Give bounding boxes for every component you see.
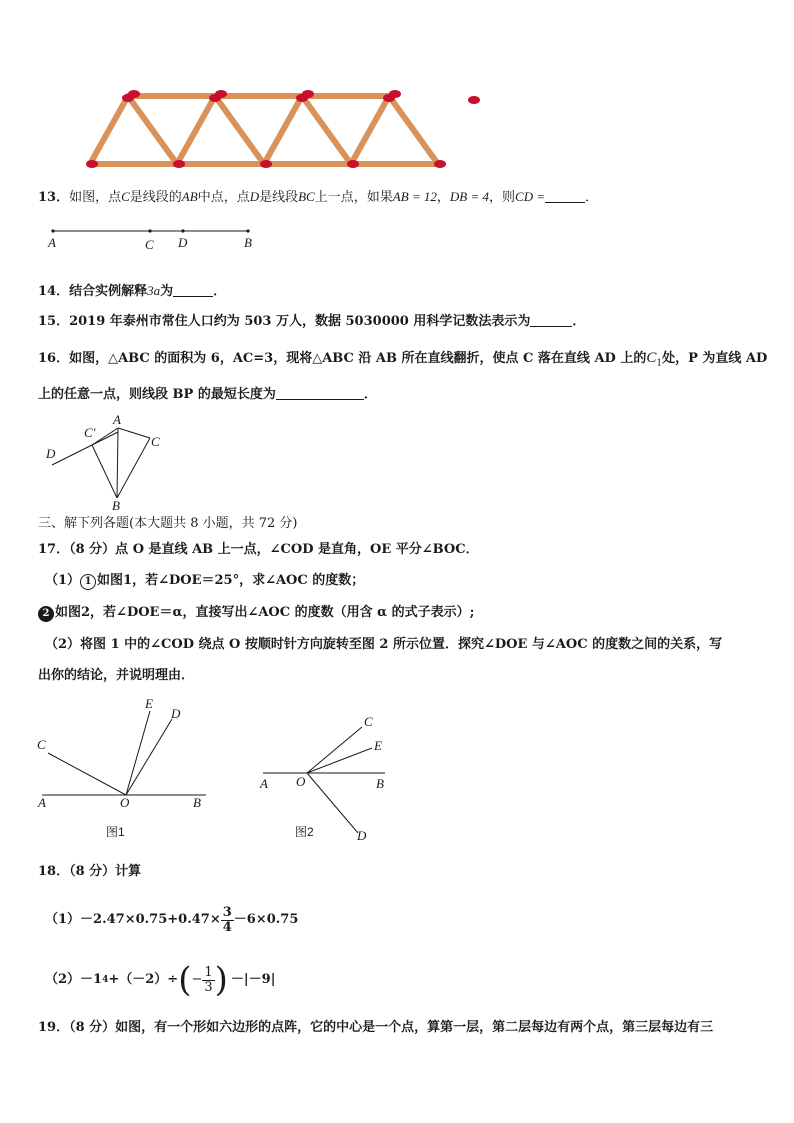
frac-numerator: 3 xyxy=(222,904,232,920)
ray-oc xyxy=(307,727,362,773)
figure-1-caption: 图1 xyxy=(106,825,125,839)
q18-e2-a: －1 xyxy=(80,972,103,987)
ray-oe xyxy=(126,711,150,795)
label-d: D xyxy=(46,446,56,461)
question-13 xyxy=(38,189,598,206)
matchstick-left xyxy=(264,96,302,164)
q18-e1-tail: －6×0.75 xyxy=(233,912,299,927)
label-c-prime: C′ xyxy=(84,425,96,440)
frac-denominator: 3 xyxy=(204,979,213,995)
match-head xyxy=(389,90,401,98)
label-b: B xyxy=(112,498,120,512)
label-a: A xyxy=(113,412,121,427)
point-c xyxy=(148,229,151,232)
q13-tail: ． xyxy=(585,190,599,205)
q17-part2-line2: 出你的结论，并说明理由． xyxy=(38,668,195,683)
match-head xyxy=(347,160,359,168)
fraction-three-quarters xyxy=(221,906,234,935)
matchstick-right xyxy=(389,96,438,164)
q13-text-f: ， xyxy=(436,190,450,205)
segment-c1-b xyxy=(92,445,117,498)
q13-text-e: 上一点，如果 xyxy=(314,190,393,205)
q13-number: 13． xyxy=(38,190,70,205)
label-c: C xyxy=(151,434,160,449)
question-16 xyxy=(38,350,767,372)
q15-text: 2019 年泰州市常住人口约为 503 万人，数据 5030000 用科学记数法表示为 xyxy=(69,314,531,329)
q13-var-bc: BC xyxy=(298,189,315,204)
q19-text: 19．（8 分）如图，有一个形如六边形的点阵，它的中心是一个点，算第一层，第二层每边有两个点，第三层每边有三 xyxy=(38,1020,714,1035)
q16-number: 16． xyxy=(38,351,70,366)
match-head xyxy=(215,90,227,98)
q13-text-c: 中点，点 xyxy=(197,190,250,205)
q17-p2-text: 如图2，若∠DOE＝α，直接写出∠AOC 的度数（用含 α 的式子表示）; xyxy=(55,605,475,620)
left-paren: ( xyxy=(178,960,192,1000)
label-a: A xyxy=(48,235,56,250)
q17-part2-line1: （2）将图 1 中的∠COD 绕点 O 按顺时针方向旋转至图 2 所示位置．探究∠DOE 与∠AOC 的度数之间的关系，写 xyxy=(45,637,723,652)
q15-tail: ． xyxy=(572,314,586,329)
q18-expression-2 xyxy=(45,958,275,1002)
circled-two-icon: 2 xyxy=(38,606,54,622)
label-b: B xyxy=(244,235,252,250)
question-16-line2 xyxy=(38,387,377,403)
q13-text-a: 如图，点 xyxy=(69,190,122,205)
q18-e1: －2.47×0.75+0.47× xyxy=(80,912,221,927)
q17-part1 xyxy=(45,573,364,590)
ray-oe xyxy=(307,748,372,773)
section-3-title: 三、解下列各题(本大题共 8 小题，共 72 分) xyxy=(38,516,298,531)
q13-var-c: C xyxy=(121,189,130,204)
label-c: C xyxy=(37,737,46,752)
matchstick-figure xyxy=(80,84,490,172)
frac-denominator: 4 xyxy=(222,919,232,935)
circled-one-icon: 1 xyxy=(80,574,96,590)
q14-text2: 为 xyxy=(160,284,174,299)
q17-part1-2 xyxy=(38,605,474,622)
matchstick-left xyxy=(177,96,215,164)
q14-number: 14． xyxy=(38,284,70,299)
q14-text: 结合实例解释 xyxy=(69,284,148,299)
match-head xyxy=(173,160,185,168)
q16-tail: ． xyxy=(363,387,377,402)
label-o: O xyxy=(296,774,306,789)
q16-triangle-figure xyxy=(40,410,180,512)
q18-header: 18．（8 分）计算 xyxy=(38,864,142,879)
matchstick-right xyxy=(128,96,177,164)
q13-var-d: D xyxy=(249,189,260,204)
label-c: C xyxy=(364,714,373,729)
q18-e2-prefix: （2） xyxy=(45,972,81,987)
q13-eq3: CD = xyxy=(515,189,546,204)
label-e: E xyxy=(145,696,153,711)
segment-ac xyxy=(118,428,150,438)
label-d: D xyxy=(171,706,181,721)
q13-segment-figure xyxy=(40,222,270,254)
segment-ab xyxy=(117,428,118,498)
q17-figure-1 xyxy=(34,693,224,843)
q13-answer-blank[interactable] xyxy=(545,190,585,203)
q18-expression-1 xyxy=(45,900,298,940)
q13-eq1: AB = 12 xyxy=(392,189,437,204)
q16-c1: C xyxy=(646,350,657,366)
point-a xyxy=(51,229,54,232)
q13-var-ab: AB xyxy=(181,189,198,204)
q17-p1-prefix: （1） xyxy=(45,573,81,588)
match-head xyxy=(302,90,314,98)
label-b: B xyxy=(376,776,384,791)
point-d xyxy=(181,229,184,232)
label-d: D xyxy=(178,235,188,250)
q17-figure-2 xyxy=(255,708,405,848)
q14-answer-blank[interactable] xyxy=(173,284,213,297)
frac-numerator: 1 xyxy=(204,964,213,980)
label-d: D xyxy=(357,828,367,843)
match-head xyxy=(128,90,140,98)
right-paren: ) xyxy=(214,960,228,1000)
label-a: A xyxy=(38,795,46,810)
q18-e2-exp: 4 xyxy=(102,975,109,985)
segment-c1-a xyxy=(92,428,118,445)
q15-answer-blank[interactable] xyxy=(530,314,572,327)
matchstick-triangles xyxy=(86,90,480,168)
figure-2-caption: 图2 xyxy=(295,825,314,839)
label-a: A xyxy=(260,776,268,791)
q16-line1: 如图，△ABC 的面积为 6，AC=3，现将△ABC 沿 AB 所在直线翻折，使点 C 落在直线 AD 上的 xyxy=(69,351,647,366)
q18-e2-tail: －|－9| xyxy=(230,972,276,987)
q16-answer-blank[interactable] xyxy=(276,387,364,400)
q16-c1-sub: 1 xyxy=(656,358,663,369)
q18-e1-prefix: （1） xyxy=(45,912,81,927)
q13-text-g: ，则 xyxy=(489,190,516,205)
match-head xyxy=(86,160,98,168)
q13-text-d: 是线段 xyxy=(259,190,299,205)
q15-number: 15． xyxy=(38,314,70,329)
matchstick-right xyxy=(215,96,264,164)
matchstick-left xyxy=(351,96,389,164)
segment-cb xyxy=(117,438,150,498)
match-head xyxy=(434,160,446,168)
label-b: B xyxy=(193,795,201,810)
q13-text-b: 是线段的 xyxy=(129,190,182,205)
question-15 xyxy=(38,314,585,330)
question-14 xyxy=(38,283,226,300)
matchstick-right xyxy=(302,96,351,164)
label-o: O xyxy=(120,795,130,810)
ray-oc xyxy=(48,753,126,795)
point-b xyxy=(246,229,249,232)
match-head xyxy=(260,160,272,168)
q16-line2: 上的任意一点，则线段 BP 的最短长度为 xyxy=(38,387,276,402)
ray-od xyxy=(126,719,172,795)
label-c: C xyxy=(145,237,154,252)
match-head xyxy=(468,96,480,104)
q13-eq2: DB = 4 xyxy=(449,189,490,204)
q17-header: 17．（8 分）点 O 是直线 AB 上一点，∠COD 是直角，OE 平分∠BOC． xyxy=(38,542,479,557)
q16-line1-tail: 处，P 为直线 AD xyxy=(662,351,768,366)
minus-sign: − xyxy=(191,972,203,987)
q18-e2-b: +（－2）÷ xyxy=(108,972,179,987)
q17-p1-text: 如图1，若∠DOE＝25°，求∠AOC 的度数； xyxy=(97,573,365,588)
q14-tail: ． xyxy=(213,284,227,299)
q14-expr: 3a xyxy=(147,283,161,298)
label-e: E xyxy=(374,738,382,753)
ray-od xyxy=(307,773,358,833)
matchstick-left xyxy=(90,96,128,164)
fraction-one-third xyxy=(202,966,214,995)
